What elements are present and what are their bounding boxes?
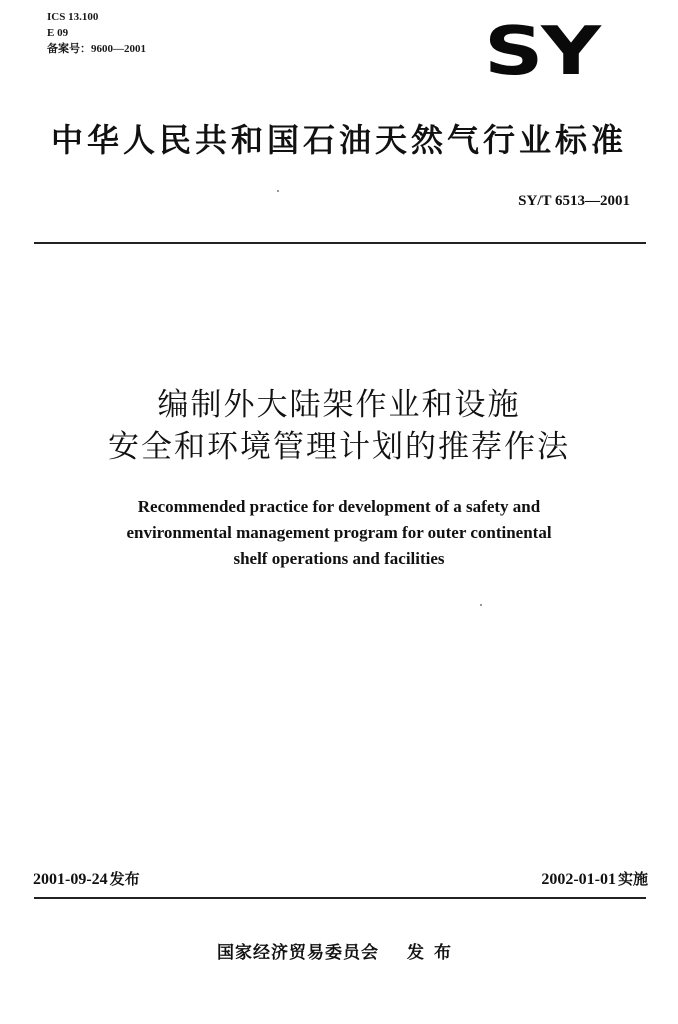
chinese-title: [0, 384, 678, 468]
publisher-action: 发布: [407, 943, 461, 963]
english-title: [0, 494, 678, 572]
header-divider: [34, 242, 646, 244]
effective-label: 实施: [617, 870, 648, 888]
issue-label: 发布: [109, 870, 140, 888]
issuer-title: 中华人民共和国石油天然气行业标准: [50, 121, 627, 159]
publisher-line: [0, 938, 678, 963]
scan-speck: [277, 190, 279, 192]
issue-date: 2001-09-24: [33, 871, 108, 888]
effective-date: 2002-01-01: [541, 871, 616, 888]
english-title-line-1: Recommended practice for development of a safety and: [137, 497, 541, 516]
filing-number: 备案号：9600—2001: [47, 43, 146, 55]
english-title-line-2: environmental management program for outer continental: [126, 523, 552, 542]
scan-speck: [480, 604, 482, 606]
ics-code: ICS 13.100: [47, 11, 99, 23]
footer-divider: [34, 897, 646, 899]
chinese-title-line-1: 编制外大陆架作业和设施: [157, 387, 521, 423]
effective-date-block: [541, 868, 648, 889]
chinese-title-line-2: 安全和环境管理计划的推荐作法: [108, 429, 570, 465]
english-title-line-3: shelf operations and facilities: [233, 549, 445, 568]
sy-logo: SY: [484, 12, 599, 91]
standard-number: SY/T 6513—2001: [518, 193, 630, 209]
document-meta: [47, 9, 146, 57]
publisher-name: 国家经济贸易委员会: [217, 943, 379, 963]
classification-code: E 09: [47, 27, 69, 39]
issue-date-block: [33, 868, 140, 889]
